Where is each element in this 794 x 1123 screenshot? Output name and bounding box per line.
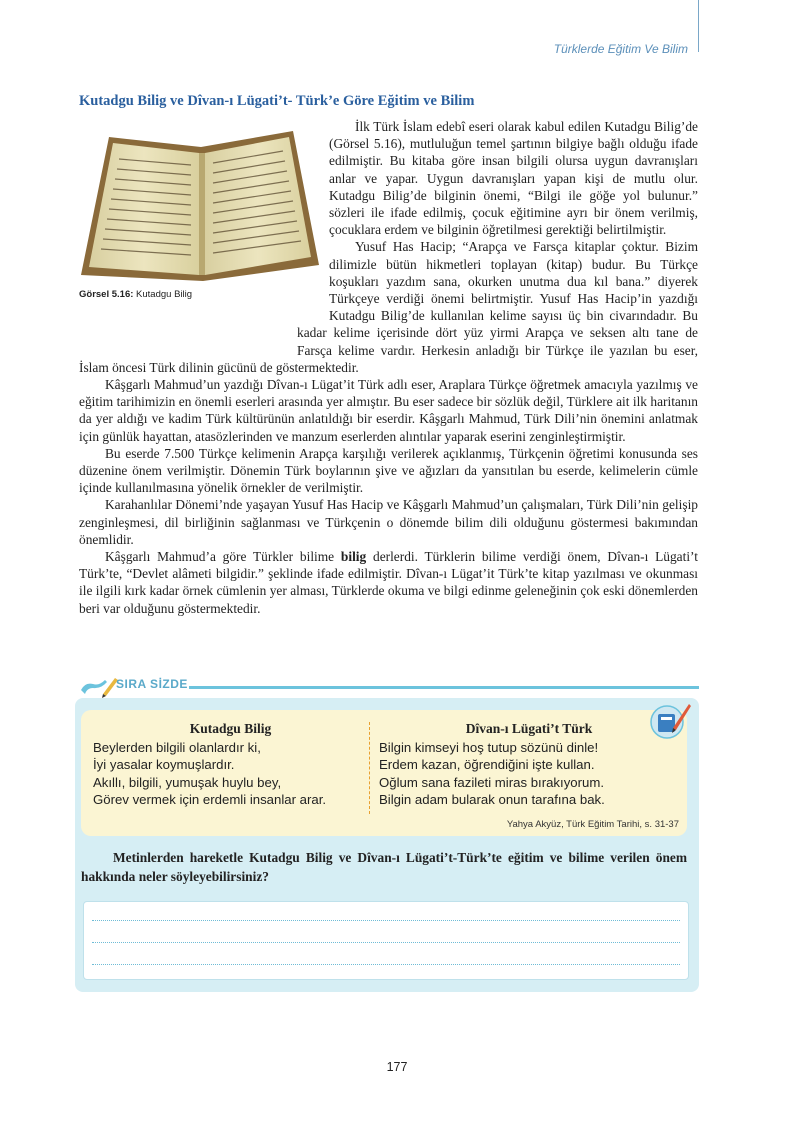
running-header: Türklerde Eğitim Ve Bilim [553,42,688,56]
paragraph: Karahanlılar Dönemi’nde yaşayan Yusuf Has Hacip ve Kâşgarlı Mahmud’un çalışmaları, Türk Dili’nin gelişip zenginleşmesi, dil birliğinin sağlanması ve Türkçenin o dönemde bilim dili olduğunu göstermesi bakımından önemlidir. [79,497,698,547]
poem-left [93,720,368,809]
section-title: Kutadgu Bilig ve Dîvan-ı Lügati’t- Türk’e Göre Eğitim ve Bilim [79,93,475,109]
poem-line: Akıllı, bilgili, yumuşak huylu bey, [93,774,282,790]
question-text: Metinlerden hareketle Kutadgu Bilig ve Dîvan-ı Lügati’t-Türk’te eğitim ve bilime verilen önem hakkında neler söyleyebilirsiniz? [81,850,687,884]
poem-line: Erdem kazan, öğrendiğini işte kullan. [379,757,595,772]
poem-line: Bilgin adam bularak onun tarafına bak. [379,792,605,807]
bilig-term: bilig [340,549,367,565]
answer-line[interactable] [92,920,680,921]
poem-title: Kutadgu Bilig [189,721,272,736]
caption-label: Görsel 5.16: [79,289,134,300]
book-quill-icon [647,700,693,740]
paragraph: Yusuf Has Hacip; “Arapça ve Farsça kitaplar çoktur. Bizim dilimizle bütün hikmetleri toplayan (kitap) budur. Bu Türkçe koşukları yazdım sana, okurken unutma dua kıl bana.” diyerek Türkçeye verdiği önemi belirtmiştir. Yusuf Has Hacip’in yazdığı Kutadgu Bilig’de kullanılan kelime sayısı üç bin civarındadır. Bu kadar kelime içerisinde dört yüz yirmi Arapça ve seksen altı tane de Farsça kelime vardır. Herkesin anladığı bir Türkçe ile yazılan bu eser, İslam öncesi Türk dilinin gücünü de göstermektedir. [79,239,698,375]
answer-box[interactable] [83,901,689,980]
header-rule [698,0,699,52]
poem-box [81,710,687,836]
poem-line: Beylerden bilgili olanlardır ki, [93,739,261,755]
answer-line[interactable] [92,942,680,943]
poem-title: Dîvan-ı Lügati’t Türk [465,721,593,736]
poem-line: Oğlum sana fazileti miras bırakıyorum. [379,774,604,790]
pencil-icon [79,676,119,698]
poem-line: Bilgin kimseyi hoş tutup sözünü dinle! [379,739,599,755]
caption-text: Kutadgu Bilig [136,289,193,300]
poem-line: Görev vermek için erdemli insanlar arar. [93,792,327,807]
poem-right [379,720,679,809]
sira-sizde-rule [189,686,699,689]
paragraph: Bu eserde 7.500 Türkçe kelimenin Arapça karşılığı verilerek açıklanmış, Türkçenin öğretimi konusunda ses düzenine önem verilmiştir. Dönemin Türk boylarının şive ve ağızları da yansıtılan bu eserde, kelimelerin cümle içinde kullanılmasına yönelik örnekler de verilmiştir. [79,445,698,496]
sira-sizde-label: SIRA SİZDE [116,677,188,691]
page-number: 177 [386,1060,408,1074]
paragraph: Kâşgarlı Mahmud’un yazdığı Dîvan-ı Lügat’it Türk adlı eser, Araplara Türkçe öğretmek amacıyla yazılmış ve eğitim tarihimizin en önemli eserleri arasında yer almıştır. Bu eser sadece bir sözlük değil, Türklere ait ilk haritanın da yer aldığı ve kadim Türk kültürünün anlatıldığı bir eserdir. Kâşgarlı Mahmud, Türk Dili’nin önemini anlatmak için günlük hayattan, atasözlerinden ve manzum eserlerden alıntılar yaparak eserini zenginleştirmiştir. [79,377,698,444]
paragraph: Kâşgarlı Mahmud’a göre Türkler bilime bilig derlerdi. Türklerin bilime verdiği önem, Dîvan-ı Lügati’t Türk’te, “Devlet alâmeti bilgidir.” şeklinde ifade edilmiştir. Dîvan-ı Lügat’it Türk’te kitap yazılması ve okunması ile ilgili kırk kadar örnek cümlenin yer alması, Türklerde okuma ve bilgi edinme geleneğinin çok eski dönemlerden beri var olduğunu göstermektedir. [79,549,698,616]
paragraph: İlk Türk İslam edebî eseri olarak kabul edilen Kutadgu Bilig’de (Görsel 5.16), mutluluğun temel şartının bilgiye bağlı olduğu ifade edilmiştir. Bu kitaba göre insan bilgili olursa uygun davranışları anlar ve yapar. Uygun davranışları yapan kişi de mutlu olur. Kutadgu Bilig’de bilginin önemi, “Bilgi ile göğe yol bulunur.” sözleri ile ifade edilmiş, çocuk eğitimine ayrı bir önem verilmiş, çocuklara erdem ve bilginin öğretilmesi gerektiği belirtilmiştir. [329,119,698,238]
answer-line[interactable] [92,964,680,965]
poem-divider [369,722,370,814]
poem-line: İyi yasalar koymuşlardır. [93,757,235,772]
sira-sizde-header [79,676,699,698]
poem-source: Yahya Akyüz, Türk Eğitim Tarihi, s. 31-37 [506,819,679,830]
body-text [79,118,698,617]
